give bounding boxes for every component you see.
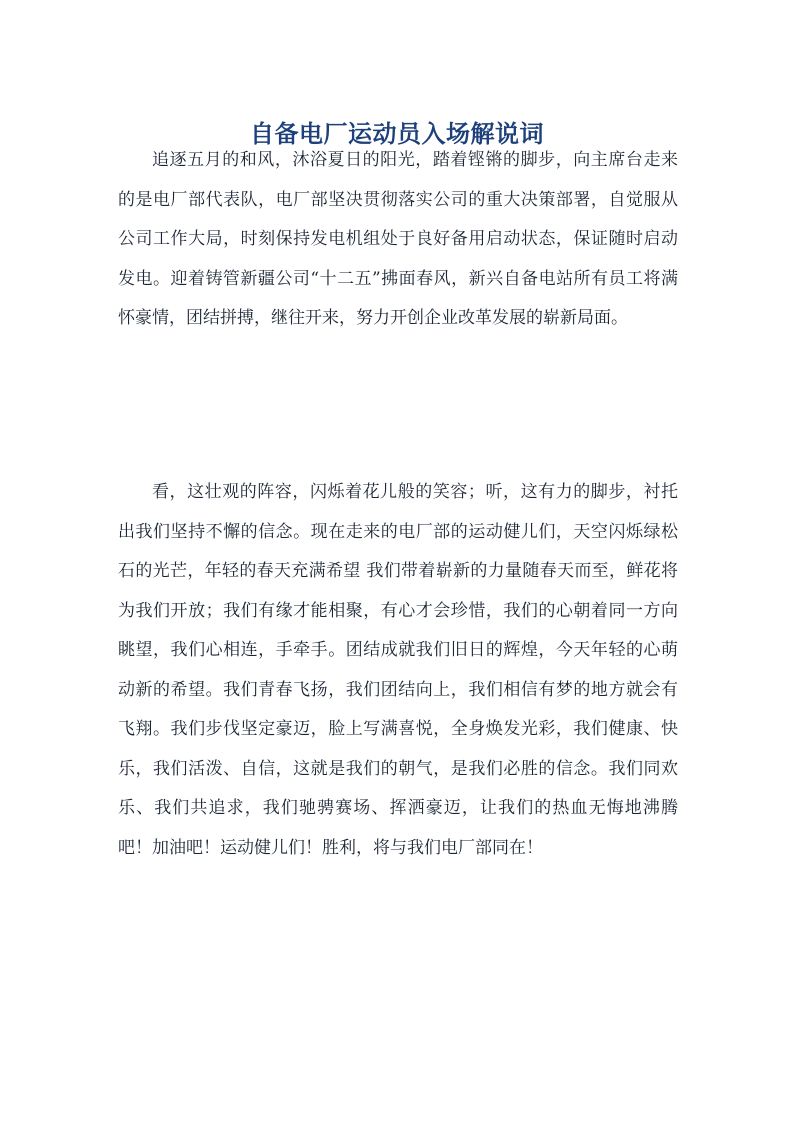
paragraph-body: 看，这壮观的阵容，闪烁着花儿般的笑容；听，这有力的脚步，衬托出我们坚持不懈的信念。现在走来的电厂部的运动健儿们，天空闪烁绿松石的光芒，年轻的春天充满希望 我们带着崭新的力量随春天而至，鲜花将为我们开放；我们有缘才能相聚，有心才会珍惜，我们的心朝着同一方向眺望，我们心相连，手牵手。团结成就我们旧日的辉煌，今天年轻的心萌动新的希望。我们青春飞扬，我们团结向上，我们相信有梦的地方就会有飞翔。我们步伐坚定豪迈，脸上写满喜悦，全身焕发光彩，我们健康、快乐，我们活泼、自信，这就是我们的朝气，是我们必胜的信念。我们同欢乐、我们共追求，我们驰骋赛场、挥洒豪迈，让我们的热血无悔地沸腾吧！加油吧！运动健儿们！胜利，将与我们电厂部同在！ [118,482,678,858]
document-title: 自备电厂运动员入场解说词 [250,119,544,149]
paragraph-intro: 追逐五月的和风，沐浴夏日的阳光，踏着铿锵的脚步，向主席台走来的是电厂部代表队，电厂部坚决贯彻落实公司的重大决策部署，自觉服从公司工作大局，时刻保持发电机组处于良好备用启动状态，保证随时启动发电。迎着铸管新疆公司“十二五”拂面春风，新兴自备电站所有员工将满怀豪情，团结拼搏，继往开来，努力开创企业改革发展的崭新局面。 [118,150,678,328]
